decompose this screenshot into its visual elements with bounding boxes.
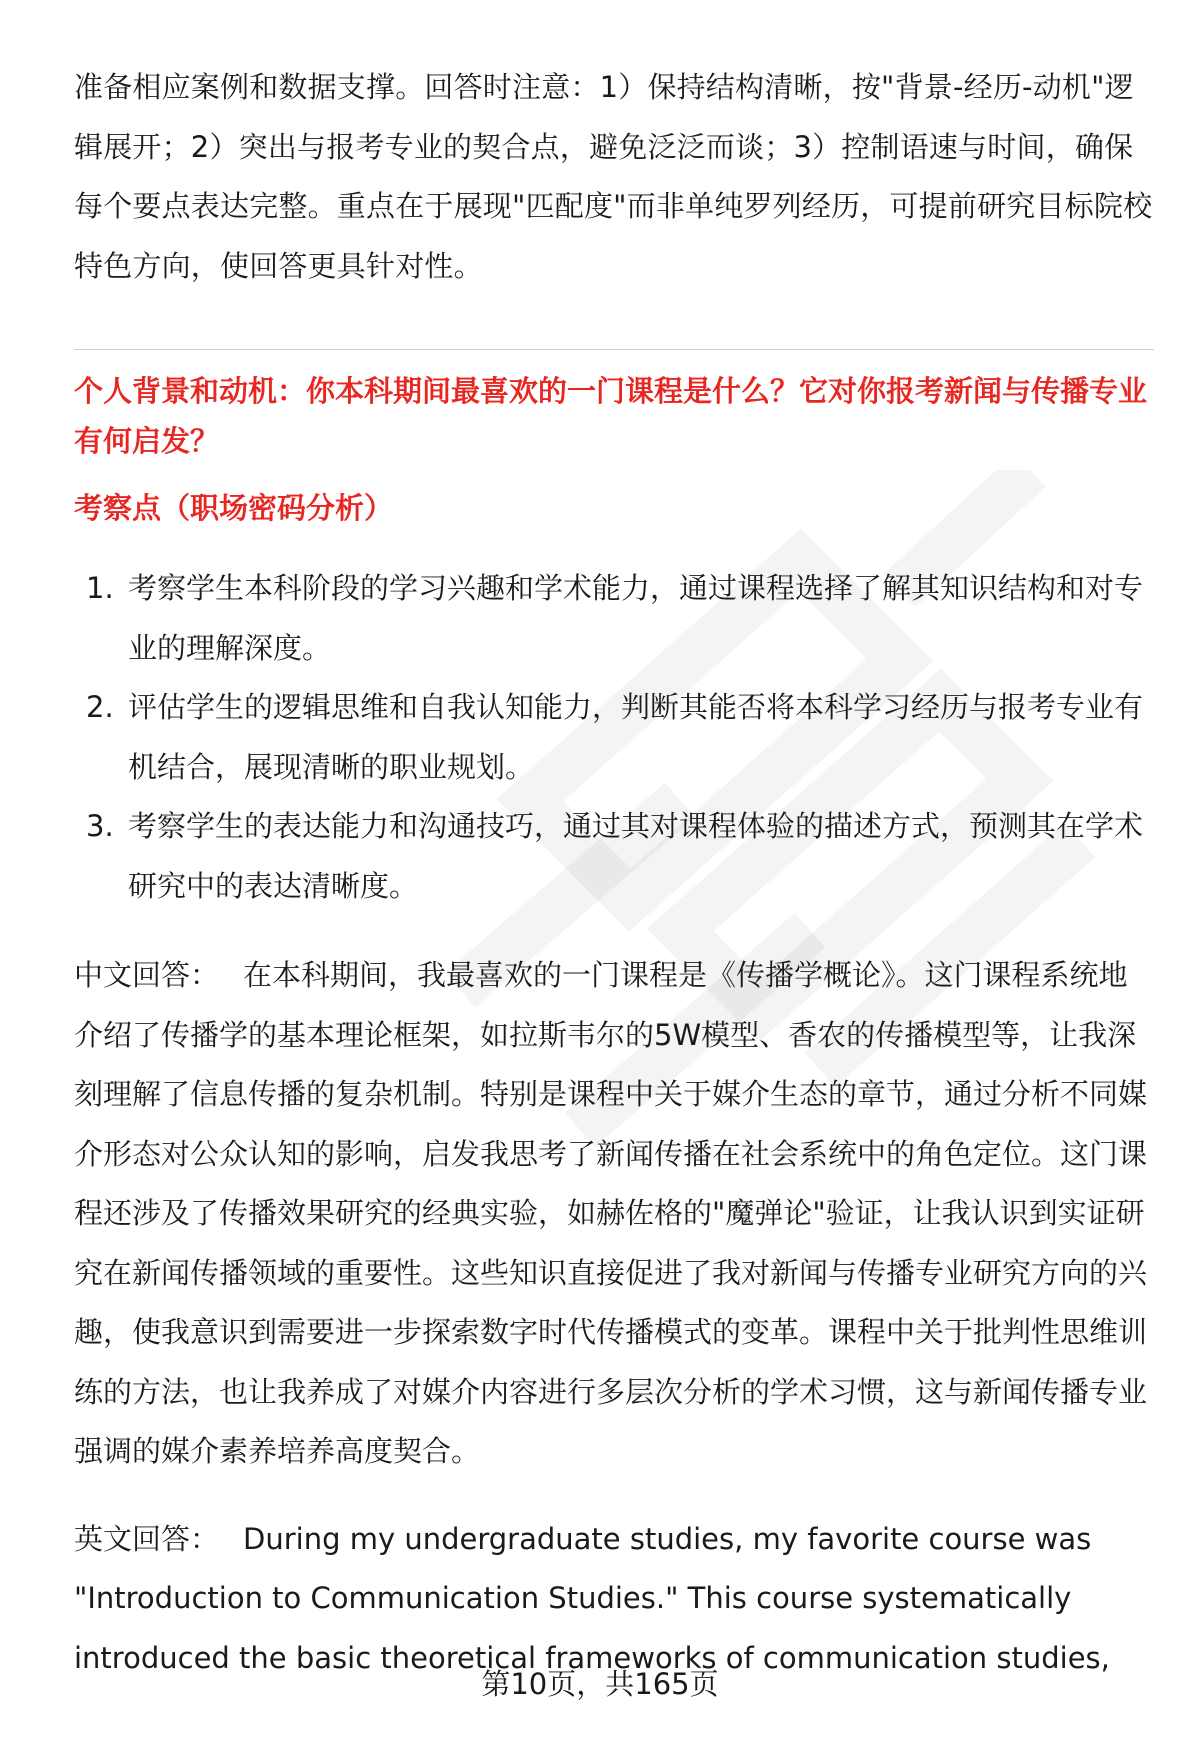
chinese-answer-label: 中文回答： — [74, 958, 220, 992]
item-text: 考察学生的表达能力和沟通技巧，通过其对课程体验的描述方式，预测其在学术研究中的表达清晰度。 — [128, 809, 1144, 903]
assessment-list — [74, 559, 1154, 916]
question-title: 个人背景和动机：你本科期间最喜欢的一门课程是什么？它对你报考新闻与传播专业有何启发？ — [74, 374, 1148, 458]
item-text: 考察学生本科阶段的学习兴趣和学术能力，通过课程选择了解其知识结构和对专业的理解深度。 — [128, 571, 1144, 665]
chinese-answer — [74, 946, 1154, 1482]
assessment-label: 考察点（职场密码分析） — [74, 491, 394, 525]
intro-paragraph: 准备相应案例和数据支撑。回答时注意：1）保持结构清晰，按"背景-经历-动机"逻辑展开；2）突出与报考专业的契合点，避免泛泛而谈；3）控制语速与时间，确保每个要点表达完整。重点在于展现"匹配度"而非单纯罗列经历，可提前研究目标院校特色方向，使回答更具针对性。 — [74, 70, 1153, 283]
chinese-answer-text: 在本科期间，我最喜欢的一门课程是《传播学概论》。这门课程系统地介绍了传播学的基本理论框架，如拉斯韦尔的5W模型、香农的传播模型等，让我深刻理解了信息传播的复杂机制。特别是课程中关于媒介生态的章节，通过分析不同媒介形态对公众认知的影响，启发我思考了新闻传播在社会系统中的角色定位。这门课程还涉及了传播效果研究的经典实验，如赫佐格的"魔弹论"验证，让我认识到实证研究在新闻传播领域的重要性。这些知识直接促进了我对新闻与传播专业研究方向的兴趣，使我意识到需要进一步探索数字时代传播模式的变革。课程中关于批判性思维训练的方法，也让我养成了对媒介内容进行多层次分析的学术习惯，这与新闻传播专业强调的媒介素养培养高度契合。 — [74, 958, 1148, 1468]
assessment-item — [74, 559, 1154, 678]
section-divider — [74, 349, 1154, 350]
assessment-item — [74, 678, 1154, 797]
english-answer — [74, 1510, 1154, 1689]
item-number: 3. — [86, 809, 114, 843]
assessment-item — [74, 797, 1154, 916]
item-number: 2. — [86, 690, 114, 724]
english-answer-text: During my undergraduate studies, my favorite course was "Introduction to Communication Studies." This course systematically introduced the basic theoretical frameworks of communication studies, — [74, 1521, 1110, 1675]
item-text: 评估学生的逻辑思维和自我认知能力，判断其能否将本科学习经历与报考专业有机结合，展现清晰的职业规划。 — [128, 690, 1144, 784]
document-page — [74, 58, 1154, 1688]
item-number: 1. — [86, 571, 114, 605]
english-answer-label: 英文回答： — [74, 1521, 220, 1556]
page-footer: 第10页，共165页 — [481, 1667, 719, 1701]
